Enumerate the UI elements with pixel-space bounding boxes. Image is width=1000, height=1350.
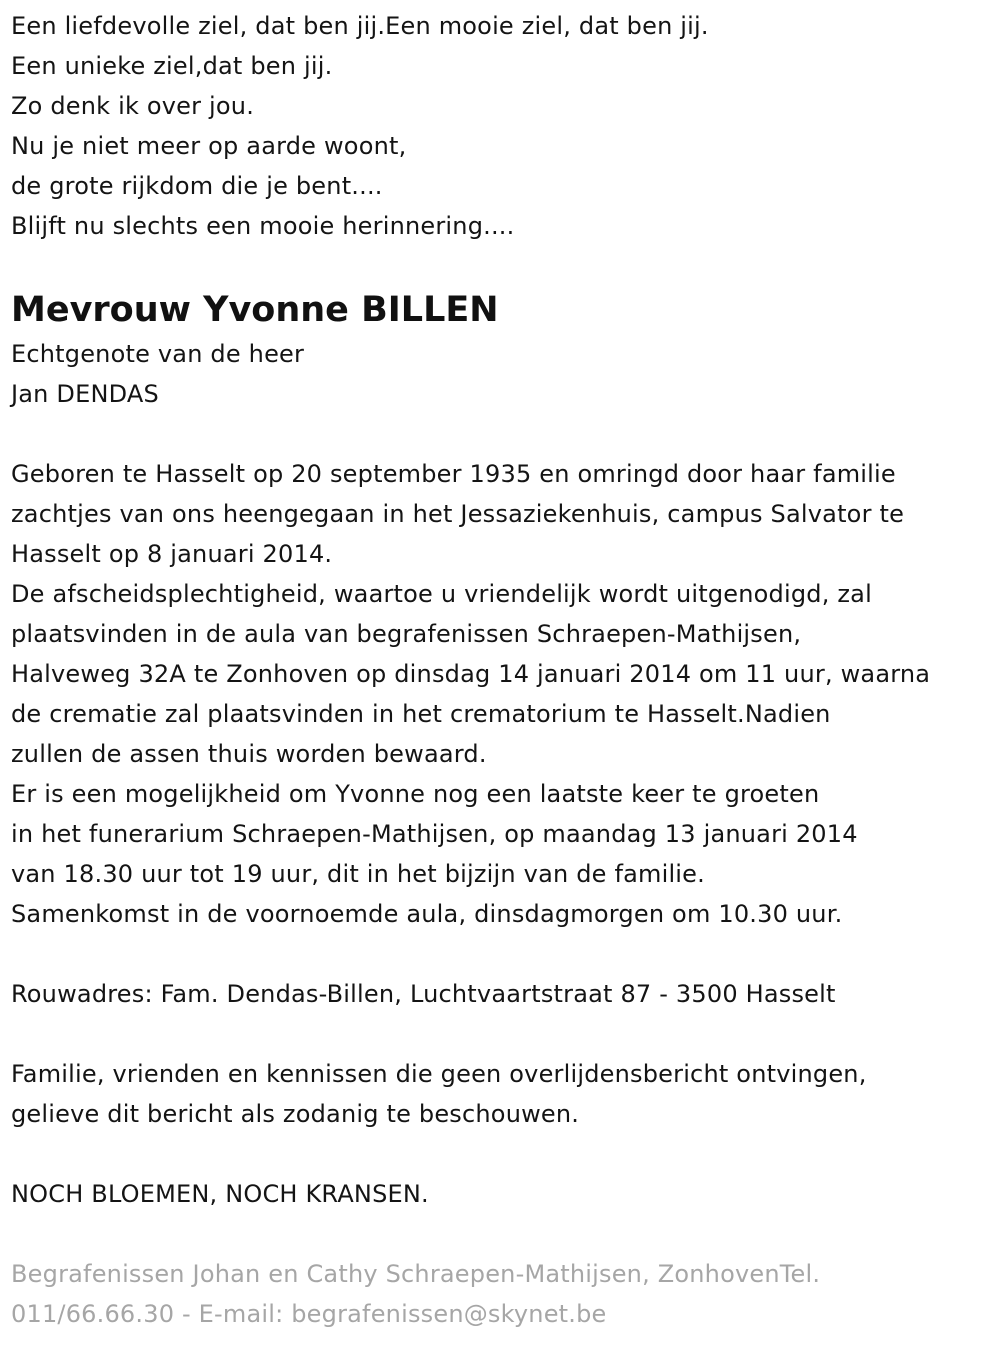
deceased-name: Mevrouw Yvonne BILLEN — [11, 290, 499, 330]
poem-line: Zo denk ik over jou. — [11, 92, 255, 120]
no-flowers-notice: NOCH BLOEMEN, NOCH KRANSEN. — [11, 1180, 429, 1208]
poem — [11, 6, 1000, 246]
spacer — [11, 1214, 1000, 1254]
spacer — [11, 246, 1000, 286]
announcement-line: Hasselt op 8 januari 2014. — [11, 540, 333, 568]
poem-line: Nu je niet meer op aarde woont, — [11, 132, 407, 160]
announcement-line: De afscheidsplechtigheid, waartoe u vriendelijk wordt uitgenodigd, zal — [11, 580, 872, 608]
announcement-line: zullen de assen thuis worden bewaard. — [11, 740, 487, 768]
notice-line: Familie, vrienden en kennissen die geen overlijdensbericht ontvingen, — [11, 1060, 867, 1088]
spacer — [11, 414, 1000, 454]
relation-line: Jan DENDAS — [11, 380, 159, 408]
announcement-line: Samenkomst in de voornoemde aula, dinsdagmorgen om 10.30 uur. — [11, 900, 843, 928]
spacer — [11, 934, 1000, 974]
poem-line: Een liefdevolle ziel, dat ben jij.Een mooie ziel, dat ben jij. — [11, 12, 709, 40]
poem-line: Een unieke ziel,dat ben jij. — [11, 52, 333, 80]
funeral-home-footer — [11, 1254, 1000, 1334]
footer-line: 011/66.66.30 - E-mail: begrafenissen@skynet.be — [11, 1300, 607, 1328]
notice-line: gelieve dit bericht als zodanig te beschouwen. — [11, 1100, 580, 1128]
footer-line: Begrafenissen Johan en Cathy Schraepen-Mathijsen, ZonhovenTel. — [11, 1260, 821, 1288]
spacer — [11, 1014, 1000, 1054]
announcement-line: van 18.30 uur tot 19 uur, dit in het bijzijn van de familie. — [11, 860, 705, 888]
announcement-line: zachtjes van ons heengegaan in het Jessaziekenhuis, campus Salvator te — [11, 500, 905, 528]
announcement-line: Er is een mogelijkheid om Yvonne nog een laatste keer te groeten — [11, 780, 820, 808]
announcement-line: in het funerarium Schraepen-Mathijsen, op maandag 13 januari 2014 — [11, 820, 858, 848]
announcement-line: plaatsvinden in de aula van begrafenissen Schraepen-Mathijsen, — [11, 620, 802, 648]
notice-text — [11, 1054, 1000, 1134]
announcement-text — [11, 454, 1000, 934]
spacer — [11, 1134, 1000, 1174]
poem-line: Blijft nu slechts een mooie herinnering.... — [11, 212, 515, 240]
announcement-line: Halveweg 32A te Zonhoven op dinsdag 14 januari 2014 om 11 uur, waarna — [11, 660, 931, 688]
mourning-address: Rouwadres: Fam. Dendas-Billen, Luchtvaartstraat 87 - 3500 Hasselt — [11, 980, 836, 1008]
announcement-line: de crematie zal plaatsvinden in het crematorium te Hasselt.Nadien — [11, 700, 831, 728]
relation-line: Echtgenote van de heer — [11, 340, 305, 368]
announcement-line: Geboren te Hasselt op 20 september 1935 en omringd door haar familie — [11, 460, 896, 488]
poem-line: de grote rijkdom die je bent.... — [11, 172, 383, 200]
